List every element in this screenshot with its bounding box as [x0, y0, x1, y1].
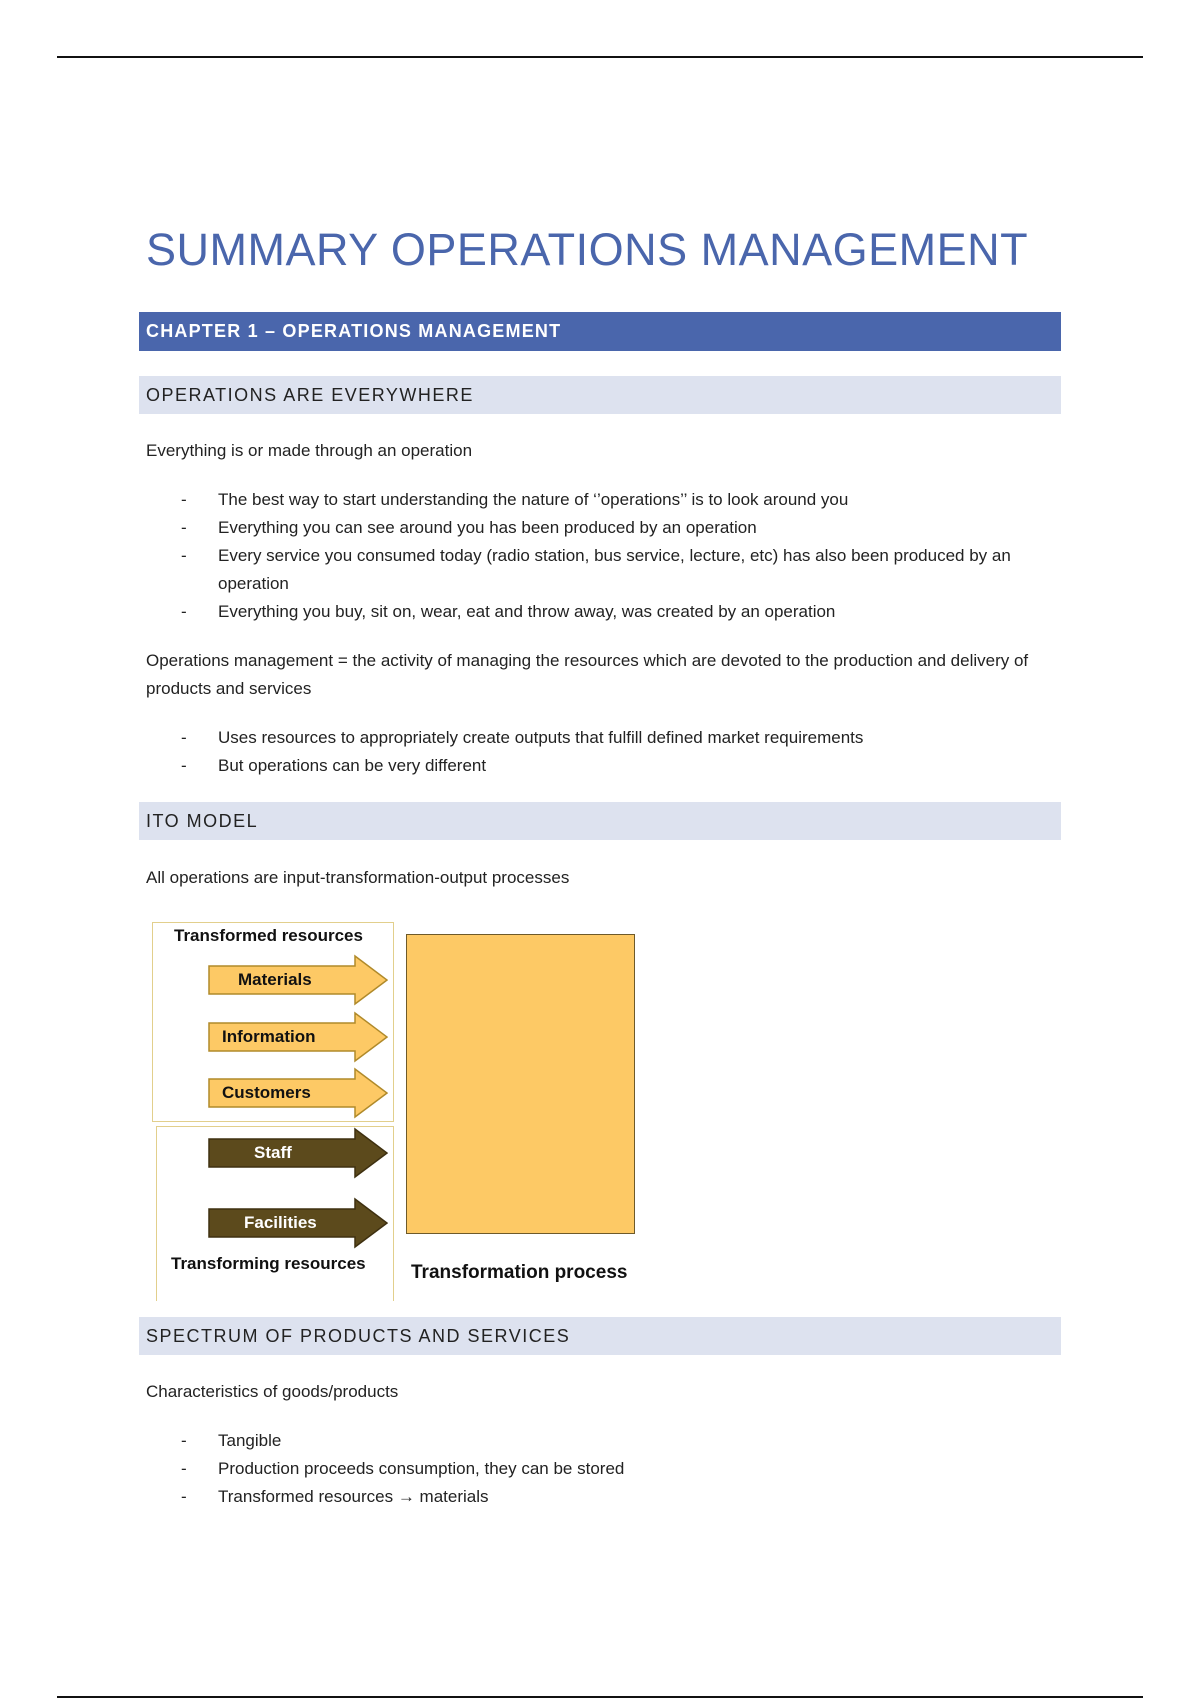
list-dash: - [181, 1431, 187, 1450]
bullet-list-spectrum [139, 1427, 1061, 1511]
arrow-materials [208, 954, 388, 1006]
list-item: - Everything you can see around you has been produced by an operation [139, 514, 1048, 542]
arrow-label-facilities: Facilities [244, 1213, 317, 1232]
list-item: - Transformed resources → materials [139, 1483, 1048, 1511]
bullet-list-everywhere [139, 486, 1061, 626]
ito-diagram [150, 920, 650, 1300]
footer-rule [57, 1696, 1143, 1698]
arrow-label-customers: Customers [222, 1083, 311, 1102]
list-item: - Tangible [139, 1427, 1048, 1455]
arrow-facilities [208, 1197, 388, 1249]
arrow-label-staff: Staff [254, 1143, 292, 1162]
paragraph-everywhere-intro: Everything is or made through an operation [146, 441, 473, 460]
arrow-customers [208, 1067, 388, 1119]
paragraph-spectrum-intro: Characteristics of goods/products [146, 1382, 399, 1401]
list-item: - Everything you buy, sit on, wear, eat and throw away, was created by an operation [139, 598, 1048, 626]
list-dash: - [181, 602, 187, 621]
list-dash: - [181, 728, 187, 747]
list-dash: - [181, 546, 187, 565]
arrow-label-materials: Materials [238, 970, 312, 989]
list-item: - Uses resources to appropriately create outputs that fulfill defined market requirements [139, 724, 1048, 752]
list-dash: - [181, 490, 187, 509]
section-heading-ito: ITO MODEL [139, 802, 1061, 840]
paragraph-ito-intro: All operations are input-transformation-output processes [146, 868, 570, 887]
arrow-information [208, 1011, 388, 1063]
list-item: - Every service you consumed today (radio station, bus service, lecture, etc) has also been produced by an operation [139, 542, 1048, 598]
list-dash: - [181, 518, 187, 537]
bullet-list-definition [139, 724, 1061, 780]
section-heading-everywhere: OPERATIONS ARE EVERYWHERE [139, 376, 1061, 414]
list-item: - But operations can be very different [139, 752, 1048, 780]
list-dash: - [181, 756, 187, 775]
list-item: - The best way to start understanding the nature of ‘’operations’’ is to look around you [139, 486, 1048, 514]
transformed-resources-title: Transformed resources [174, 926, 363, 945]
transformation-process-box [406, 934, 635, 1234]
arrow-label-information: Information [222, 1027, 316, 1046]
transforming-resources-title: Transforming resources [171, 1254, 366, 1273]
section-heading-spectrum: SPECTRUM OF PRODUCTS AND SERVICES [139, 1317, 1061, 1355]
arrow-staff [208, 1127, 388, 1179]
list-item: - Production proceeds consumption, they can be stored [139, 1455, 1048, 1483]
paragraph-definition: Operations management = the activity of managing the resources which are devoted to the production and delivery of products and services [146, 651, 1029, 698]
header-rule [57, 56, 1143, 58]
list-dash: - [181, 1459, 187, 1478]
list-dash: - [181, 1487, 187, 1506]
document-title: SUMMARY OPERATIONS MANAGEMENT [146, 224, 1029, 275]
chapter-heading: CHAPTER 1 – OPERATIONS MANAGEMENT [139, 312, 1061, 351]
transformation-process-label: Transformation process [411, 1262, 628, 1283]
